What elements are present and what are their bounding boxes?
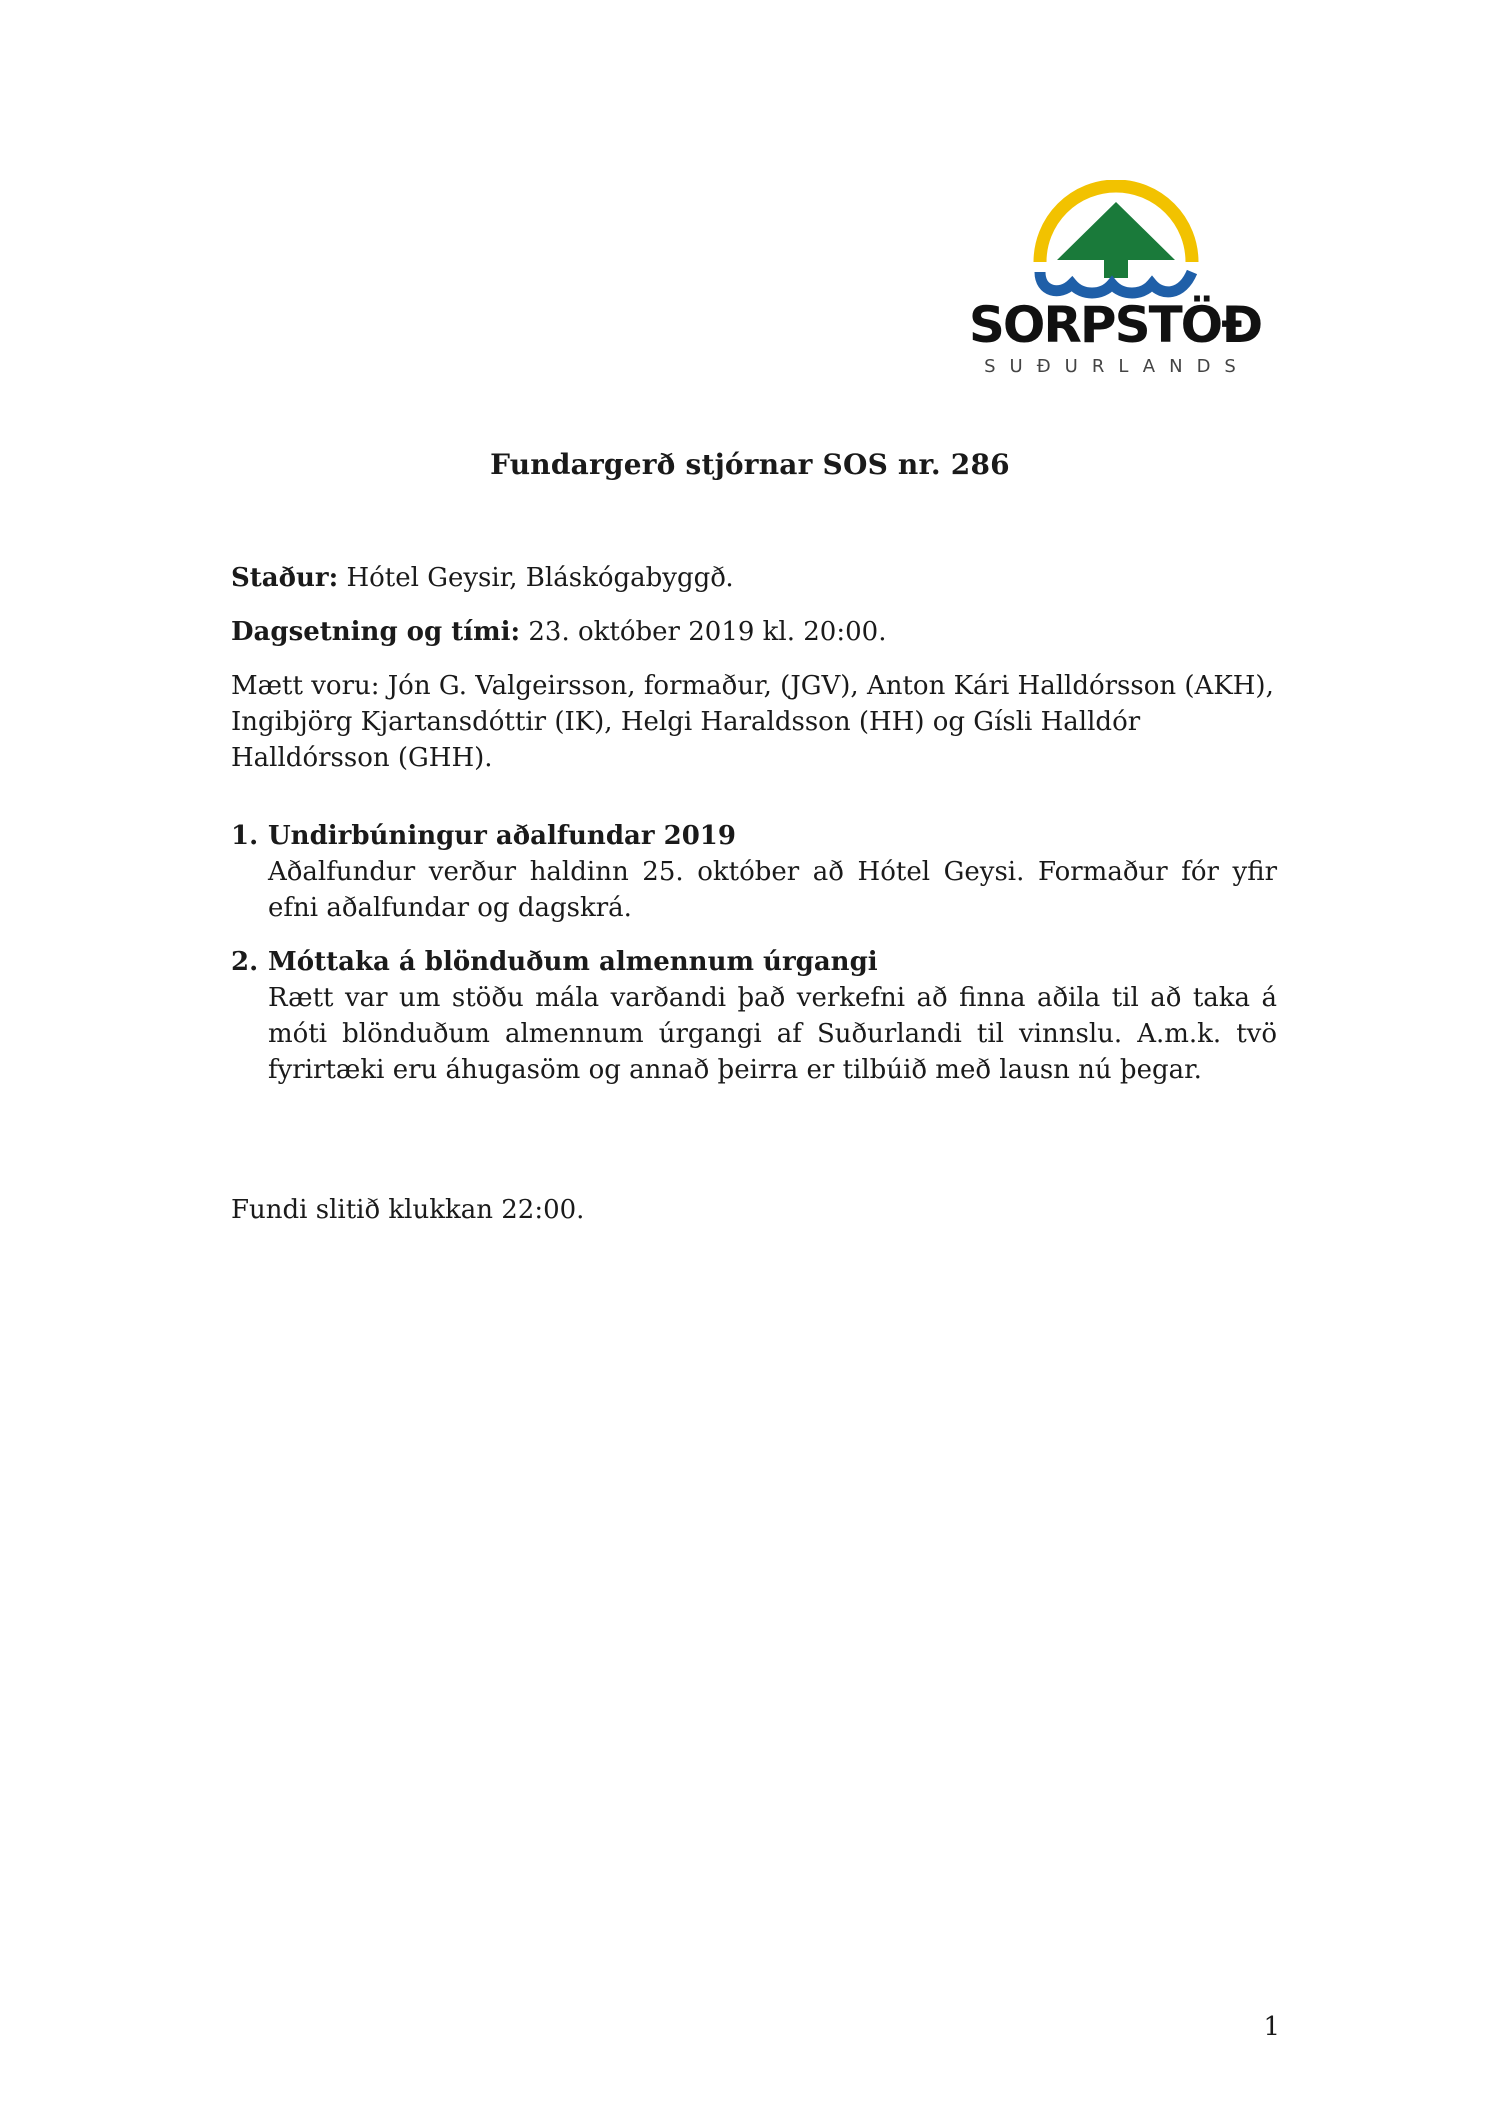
agenda-item-body: Rætt var um stöðu mála varðandi það verkefni að finna aðila til að taka á móti blönduðum almennum úrgangi af Suðurlandi til vinnslu. A.m.k. tvö fyrirtæki eru áhugasöm og annað þeirra er tilbúið með lausn nú þegar. — [268, 983, 1277, 1085]
meeting-datetime — [231, 614, 1277, 650]
agenda-item-title: Undirbúningur aðalfundar 2019 — [268, 821, 736, 851]
logo-subtitle: SUÐURLANDS — [984, 356, 1250, 377]
meeting-place — [231, 560, 1277, 596]
agenda-item — [231, 818, 1277, 926]
document-title: Fundargerð stjórnar SOS nr. 286 — [490, 448, 1010, 481]
sorpstod-logo-graphic — [960, 180, 1270, 380]
datetime-label: Dagsetning og tími: — [231, 617, 521, 647]
agenda-item-title: Móttaka á blönduðum almennum úrgangi — [268, 947, 878, 977]
place-label: Staður: — [231, 563, 339, 593]
attendees-paragraph: Mætt voru: Jón G. Valgeirsson, formaður, (JGV), Anton Kári Halldórsson (AKH), Ingibjörg Kjartansdóttir (IK), Helgi Haraldsson (HH) og Gísli Halldór Halldórsson (GHH). — [231, 671, 1274, 773]
agenda-item — [231, 944, 1277, 1088]
agenda-item-number: 1. — [231, 821, 259, 851]
agenda-item-heading — [231, 944, 1277, 980]
datetime-value: 23. október 2019 kl. 20:00. — [520, 617, 887, 647]
logo-tree-shape — [1057, 202, 1175, 278]
place-value: Hótel Geysir, Bláskógabyggð. — [338, 563, 734, 593]
logo-wordmark: SORPSTÖÐ — [968, 296, 1262, 354]
agenda-item-heading — [231, 818, 1277, 854]
agenda-item-number: 2. — [231, 947, 259, 977]
sorpstod-logo — [960, 180, 1270, 380]
agenda-list — [231, 818, 1277, 1106]
page-number: 1 — [1263, 2012, 1280, 2042]
agenda-item-body: Aðalfundur verður haldinn 25. október að Hótel Geysi. Formaður fór yfir efni aðalfundar og dagskrá. — [268, 857, 1277, 923]
closing-statement: Fundi slitið klukkan 22:00. — [231, 1195, 585, 1225]
